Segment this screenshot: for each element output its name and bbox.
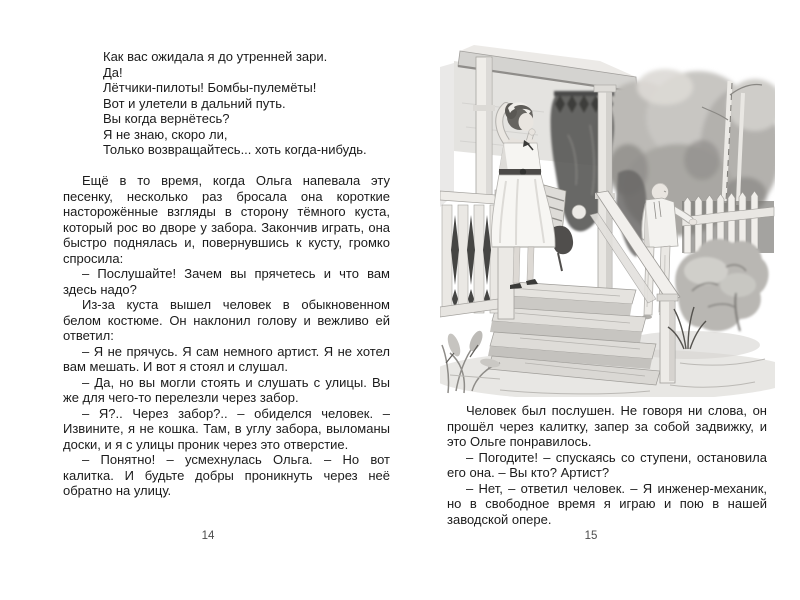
paragraph: – Нет, – ответил человек. – Я инженер-механик, но в свободное время я играю и пою в нашей заводской опере. — [447, 480, 767, 527]
paragraph: – Да, но вы могли стоять и слушать с улицы. Вы же для чего-то перелезли через забор. — [63, 374, 390, 405]
paragraph: – Я?.. Через забор?.. – обиделся человек. – Извините, я не кошка. Там, в углу забора, выломаны доски, и я с улицы проник через это отверстие. — [63, 405, 390, 452]
poem-line: Только возвращайтесь... хоть когда-нибудь. — [103, 142, 367, 157]
paragraph: – Понятно! – усмехнулась Ольга. – Но вот калитка. И будьте добры проникнуть через неё обратно на улицу. — [63, 452, 390, 498]
poem-line: Я не знаю, скоро ли, — [103, 126, 228, 142]
paragraph: Ещё в то время, когда Ольга напевала эту песенку, несколько раз бросала она короткие насторожённые взгляды в сторону тёмного куста, который рос во дворе у забора. Закончив играть, она быстро поднялась и, повернувшись к кусту, громко спросила: — [63, 173, 390, 266]
paragraph: – Погодите! – спускаясь со ступени, остановила его она. – Вы кто? Артист? — [447, 449, 767, 480]
page-number: 14 — [201, 530, 215, 542]
left-page-text — [63, 173, 390, 499]
poem-line: Как вас ожидала я до утренней зари. — [103, 49, 328, 64]
paragraph: – Я не прячусь. Я сам немного артист. Я не хотел вам мешать. И вот я стоял и слушал. — [63, 343, 390, 374]
right-page-text — [447, 403, 767, 527]
poem-line: Вы когда вернётесь? — [103, 111, 230, 126]
poem-line: Да! — [103, 64, 123, 80]
porch-scene-illustration — [440, 45, 775, 397]
paragraph: Из-за куста вышел человек в обыкновенном белом костюме. Он наклонил голову и вежливо ей ответил: — [63, 297, 390, 343]
poem-line: Вот и улетели в дальний путь. — [103, 95, 286, 111]
paragraph: – Послушайте! Зачем вы прячетесь и что вам здесь надо? — [63, 266, 390, 297]
page-number: 15 — [584, 530, 598, 542]
paragraph: Человек был послушен. Не говоря ни слова, он прошёл через калитку, запер за собой задвижку, и это Ольге понравилось. — [447, 403, 767, 449]
poem-line: Лётчики-пилоты! Бомбы-пулемёты! — [103, 80, 317, 95]
poem — [103, 49, 367, 158]
